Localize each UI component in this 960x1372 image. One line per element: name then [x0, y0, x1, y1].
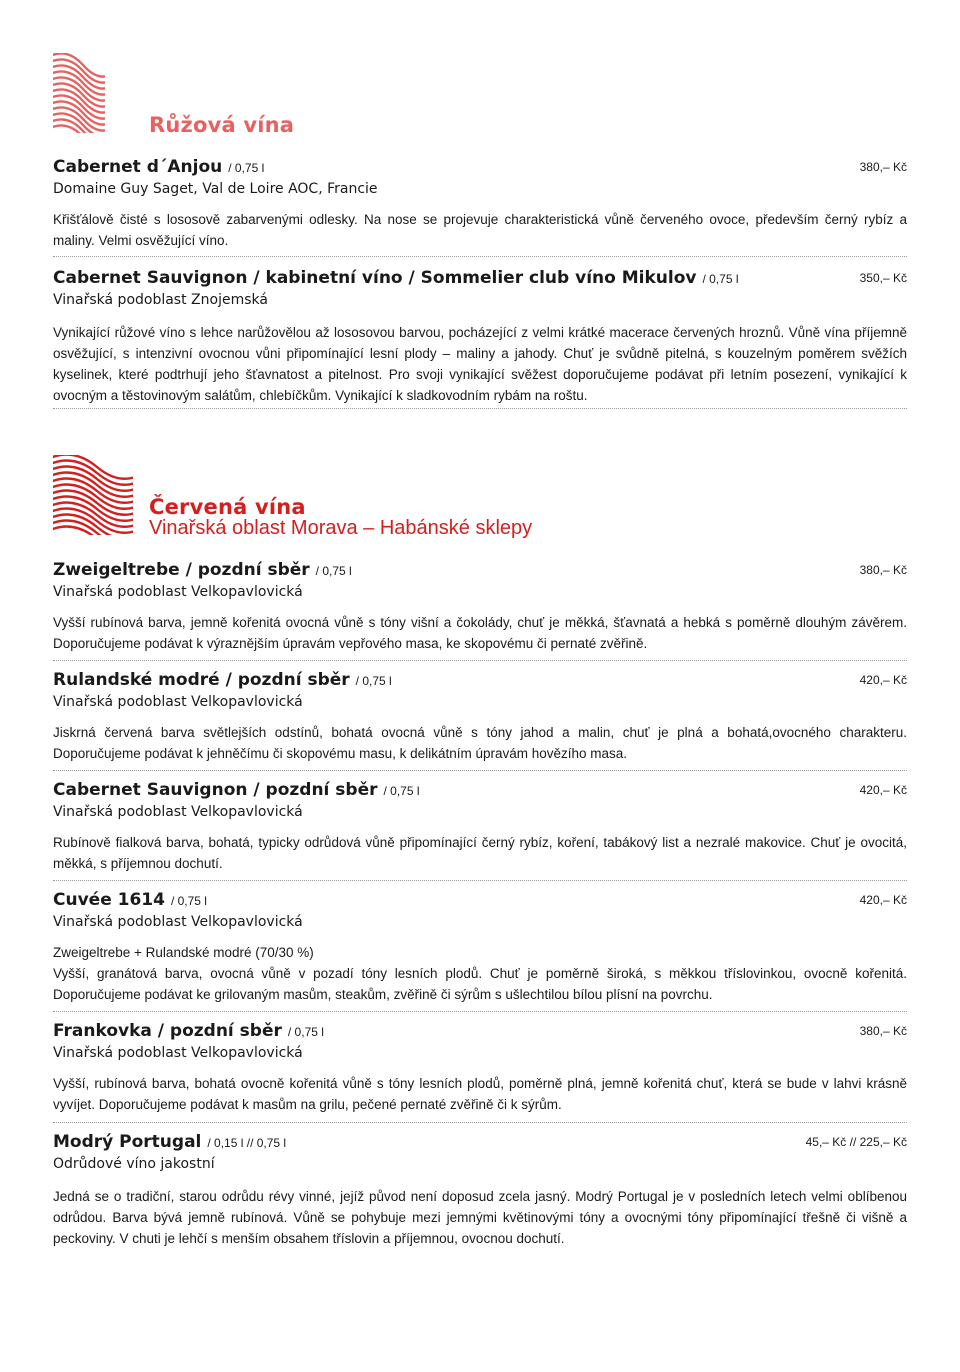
wine-volume: / 0,75 l — [702, 272, 739, 286]
wine-item — [53, 1132, 907, 1249]
wine-volume: / 0,15 l // 0,75 l — [207, 1136, 287, 1150]
wine-price: 420,– Kč — [859, 783, 907, 797]
wine-volume: / 0,75 l — [170, 894, 207, 908]
wine-description-text: Rubínově fialková barva, bohatá, typicky odrůdová vůně připomínající černý rybíz, koření, tabákový list a nezralé makovice. Chuť je ovocitá, měkká, s příjemnou dochutí. — [53, 835, 907, 871]
wine-description — [53, 209, 907, 251]
wine-description — [53, 1073, 907, 1115]
wine-origin: Vinařská podoblast Velkopavlovická — [53, 1045, 303, 1061]
wine-item — [53, 670, 907, 764]
wine-description-text: Křišťálově čisté s lososově zabarvenými odlesky. Na nose se projevuje charakteristická vůně červeného ovoce, především černý rybíz a maliny. Velmi osvěžující víno. — [53, 212, 907, 248]
wine-price: 45,– Kč // 225,– Kč — [805, 1135, 907, 1149]
wine-volume: / 0,75 l — [355, 674, 392, 688]
wine-description — [53, 942, 907, 1005]
wine-price: 350,– Kč — [859, 271, 907, 285]
wine-price: 420,– Kč — [859, 673, 907, 687]
wine-name: Modrý Portugal — [53, 1132, 202, 1152]
wine-origin: Vinařská podoblast Znojemská — [53, 292, 268, 308]
wine-origin: Vinařská podoblast Velkopavlovická — [53, 584, 303, 600]
wine-name: Cuvée 1614 — [53, 890, 165, 910]
divider — [53, 770, 907, 771]
wine-name: Cabernet Sauvignon / pozdní sběr — [53, 780, 378, 800]
wine-price: 380,– Kč — [859, 563, 907, 577]
wine-name: Cabernet Sauvignon / kabinetní víno / Sommelier club víno Mikulov — [53, 268, 697, 288]
wine-name: Zweigeltrebe / pozdní sběr — [53, 560, 310, 580]
wine-name: Frankovka / pozdní sběr — [53, 1021, 282, 1041]
wine-description — [53, 1186, 907, 1249]
rose-section-title: Růžová vína — [149, 113, 295, 137]
red-wave-logo-icon — [53, 455, 133, 535]
wine-origin: Odrůdové víno jakostní — [53, 1156, 215, 1172]
wine-price: 420,– Kč — [859, 893, 907, 907]
wine-origin: Vinařská podoblast Velkopavlovická — [53, 804, 303, 820]
divider — [53, 880, 907, 881]
wine-item — [53, 560, 907, 654]
wine-name: Rulandské modré / pozdní sběr — [53, 670, 350, 690]
wine-blend-text: Zweigeltrebe + Rulandské modré (70/30 %) — [53, 945, 314, 960]
wine-volume: / 0,75 l — [287, 1025, 324, 1039]
wine-origin: Domaine Guy Saget, Val de Loire AOC, Francie — [53, 181, 378, 197]
wine-item — [53, 890, 907, 1005]
divider — [53, 408, 907, 409]
divider — [53, 660, 907, 661]
wine-description — [53, 832, 907, 874]
wine-item — [53, 157, 907, 251]
wine-description-text: Jiskrná červená barva světlejších odstínů, bohatá ovocná vůně s tóny jahod a malin, chuť je plná a bohatá,ovocného charakteru. Doporučujeme podávat k jehněčímu či skopovému masu, k delikátním úpravám hovězího masa. — [53, 725, 907, 761]
wine-description-text: Vynikající růžové víno s lehce narůžovělou až lososovou barvou, pocházející z velmi krátké macerace červených hroznů. Vůně vína příjemně osvěžující, s intenzivní ovocnou vůni připomínající lesní plody – maliny a jahody. Chuť je svůdně pitelná, s kouzelným poměrem svěžích kyselinek, které podtrhují jeho šťavnatost a pitelnost. Pro svoji vynikající svěžest doporučujeme podávat při letním posezení, vynikající k ovocným a těstovinovým salátům, chlebíčkům. Vynikající k sladkovodním rybám na roštu. — [53, 325, 907, 403]
divider — [53, 1011, 907, 1012]
red-section-subtitle: Vinařská oblast Morava – Habánské sklepy — [149, 517, 533, 539]
wine-volume: / 0,75 l — [228, 161, 265, 175]
wine-item — [53, 268, 907, 406]
wine-description — [53, 722, 907, 764]
wine-item — [53, 780, 907, 874]
red-section-title: Červená vína — [149, 495, 306, 519]
wine-description-text: Vyšší, rubínová barva, bohatá ovocně kořenitá vůně s tóny lesních plodů, poměrně plná, jemně kořenitá chuť, která se bude v lahvi krásně vyvíjet. Doporučujeme podávat k masům na grilu, pečené pernaté zvěřině či k sýrům. — [53, 1076, 907, 1112]
wine-description — [53, 322, 907, 406]
divider — [53, 256, 907, 257]
wine-volume: / 0,75 l — [383, 784, 420, 798]
wine-origin: Vinařská podoblast Velkopavlovická — [53, 914, 303, 930]
wine-name: Cabernet d´Anjou — [53, 157, 223, 177]
wine-description-text: Vyšší rubínová barva, jemně kořenitá ovocná vůně s tóny višní a čokolády, chuť je měkká, šťavnatá a hebká s poměrně dlouhým závěrem. Doporučujeme podávat k výraznějším úpravám vepřového masa, ke skopovému či pernaté zvěřině. — [53, 615, 907, 651]
wine-description-text: Vyšší, granátová barva, ovocná vůně v pozadí tóny lesních plodů. Chuť je poměrně široká, s měkkou tříslovinkou, ovocně kořenitá. Doporučujeme podávat ke grilovaným masům, steakům, zvěřině či sýrům s ušlechtilou bílou plísní na povrchu. — [53, 966, 907, 1002]
wine-price: 380,– Kč — [859, 160, 907, 174]
rose-wave-logo-icon — [53, 53, 105, 133]
wine-description-text: Jedná se o tradiční, starou odrůdu révy vinné, jejíž původ není doposud zcela jasný. Modrý Portugal je v posledních letech velmi oblíbenou odrůdou. Barva bývá jemně rubínová. Vůně se pohybuje mezi jemnými květinovými tóny a ovocnými tóny připomínající třešně či višně a peckoviny. V chuti je lehčí s menším obsahem tříslovin a příjemnou, ovocnou dochutí. — [53, 1189, 907, 1246]
wine-item — [53, 1021, 907, 1115]
wine-description — [53, 612, 907, 654]
wine-price: 380,– Kč — [859, 1024, 907, 1038]
divider — [53, 1122, 907, 1123]
wine-origin: Vinařská podoblast Velkopavlovická — [53, 694, 303, 710]
wave-pattern-icon — [53, 53, 105, 133]
wine-volume: / 0,75 l — [315, 564, 352, 578]
wave-pattern-icon — [53, 455, 133, 535]
